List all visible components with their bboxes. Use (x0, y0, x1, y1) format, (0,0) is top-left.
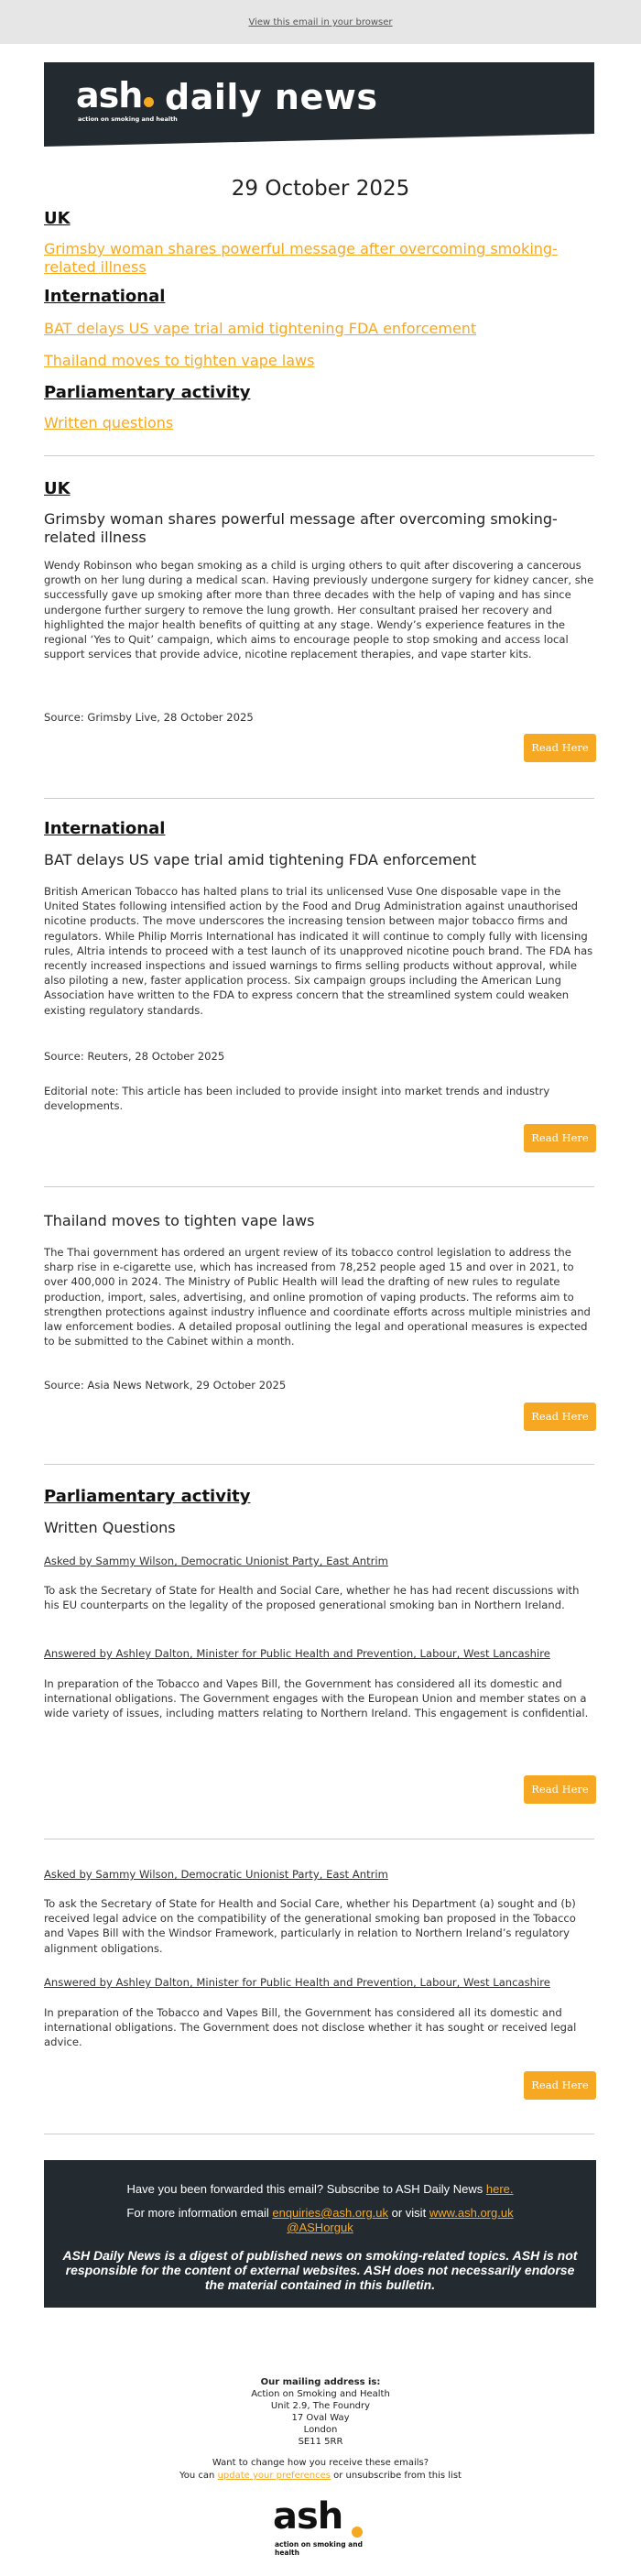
toc-heading-uk: UK (44, 209, 71, 228)
question-answered-by: Answered by Ashley Dalton, Minister for Public Health and Prevention, Labour, West Lancashire (44, 1976, 550, 1989)
read-here-button[interactable]: Read Here (524, 1403, 596, 1431)
footer-logo-text: ash (273, 2495, 343, 2538)
forward-text: Have you been forwarded this email? Subscribe to ASH Daily News (126, 2182, 486, 2196)
toc-heading-international: International (44, 287, 166, 306)
update-preferences-link[interactable]: update your preferences (217, 2471, 331, 2481)
read-here-button[interactable]: Read Here (524, 2071, 596, 2100)
question-asked-by: Asked by Sammy Wilson, Democratic Unionist Party, East Antrim (44, 1555, 388, 1567)
logo-dot-icon (144, 97, 154, 107)
website-link[interactable]: www.ash.org.uk (429, 2206, 514, 2220)
toc-link-written-questions[interactable]: Written questions (44, 414, 174, 431)
toc-link-thailand[interactable]: Thailand moves to tighten vape laws (44, 352, 315, 369)
editorial-note: Editorial note: This article has been included to provide insight into market trends and industry developments. (44, 1085, 550, 1113)
read-here-button[interactable]: Read Here (524, 1124, 596, 1152)
article-title: Grimsby woman shares powerful message after overcoming smoking-related illness (44, 510, 558, 546)
section-subheading: Written Questions (44, 1519, 176, 1536)
question-text: To ask the Secretary of State for Health and Social Care, whether his Department (a) sought and (b) received legal advice on the compatibility of the generational smoking ban proposed in the Tobacco and Vapes Bill with the Windsor Framework, particularly in relation to Northern Ireland’s regulatory alignment obligations. (44, 1897, 576, 1955)
read-here-button[interactable]: Read Here (524, 734, 596, 762)
toc-heading-parliamentary: Parliamentary activity (44, 383, 251, 402)
article-source: Source: Reuters, 28 October 2025 (44, 1050, 225, 1063)
forward-line (44, 2182, 596, 2196)
article-title: Thailand moves to tighten vape laws (44, 1212, 315, 1229)
question-answered-by: Answered by Ashley Dalton, Minister for Public Health and Prevention, Labour, West Lancashire (44, 1647, 550, 1660)
footer-ash-logo (273, 2495, 374, 2557)
mailing-line: SE11 5RR (298, 2437, 343, 2447)
contact-text: For more information email (126, 2206, 273, 2220)
footer-logo-subtitle: action on smoking and health (275, 2540, 363, 2557)
article-source: Source: Asia News Network, 29 October 2025 (44, 1379, 287, 1392)
toc-link-bat[interactable]: BAT delays US vape trial amid tightening FDA enforcement (44, 320, 477, 337)
answer-text: In preparation of the Tobacco and Vapes Bill, the Government has considered all its domestic and international obligations. The Government does not disclose whether it has sought or received legal advice. (44, 2006, 577, 2049)
change-prefs-pre: You can (179, 2471, 218, 2481)
divider (44, 1464, 594, 1465)
section-heading-parliamentary: Parliamentary activity (44, 1487, 251, 1506)
twitter-link[interactable]: @ASHorguk (287, 2221, 353, 2234)
section-heading-international: International (44, 819, 166, 838)
mailing-line: 17 Oval Way (291, 2413, 350, 2423)
toc-link-grimsby[interactable]: Grimsby woman shares powerful message after overcoming smoking-related illness (44, 240, 558, 276)
divider (44, 455, 594, 456)
disclaimer: ASH Daily News is a digest of published news on smoking-related topics. ASH is not responsible for the content of external websites. ASH does not necessarily endorse the material contained in this bulletin. (62, 2248, 578, 2292)
mailing-heading: Our mailing address is: (260, 2377, 381, 2387)
article-body: British American Tobacco has halted plans to trial its unlicensed Vuse One disposable vape in the United States following intensified action by the Food and Drug Administration against unauthorised nicotine products. The move underscores the increasing tension between major tobacco firms and regulators. While Philip Morris International has indicated it will continue to comply fully with licensing rules, Altria intends to proceed with a test launch of its unapproved nicotine pouch brand. The FDA has recently increased inspections and issued warnings to firms selling products without approval, while also piloting a new, faster application process. Six campaign groups including the American Lung Association have written to the FDA to express concern that the streamlined system could weaken existing regulatory standards. (44, 885, 593, 1017)
answer-text: In preparation of the Tobacco and Vapes Bill, the Government has considered all its domestic and international obligations. The Government engages with the European Union and member states on a wide variety of issues, including matters relating to Northern Ireland. This engagement is confidential. (44, 1677, 589, 1720)
mailing-line: Unit 2.9, The Foundry (270, 2401, 371, 2411)
divider (44, 798, 594, 799)
logo-text: ash (76, 75, 143, 115)
header-banner (44, 62, 594, 147)
browser-bar (0, 0, 641, 44)
subscribe-link[interactable]: here. (485, 2182, 514, 2196)
logo-subtitle: action on smoking and health (78, 115, 178, 123)
question-text: To ask the Secretary of State for Health and Social Care, whether he has had recent discussions with his EU counterparts on the legality of the proposed generational smoking ban in Northern Ireland. (44, 1584, 580, 1612)
change-prefs-line (0, 2471, 641, 2482)
article-source: Source: Grimsby Live, 28 October 2025 (44, 711, 254, 724)
footer-logo-dot-icon (352, 2527, 363, 2538)
header-wedge (44, 134, 594, 147)
footer-box (44, 2160, 596, 2308)
unsubscribe-text: or unsubscribe from this list (330, 2471, 462, 2481)
view-in-browser-link[interactable]: View this email in your browser (248, 17, 393, 27)
read-here-button[interactable]: Read Here (524, 1775, 596, 1804)
contact-or: or visit (388, 2206, 429, 2220)
divider (44, 1186, 594, 1187)
mailing-line: London (303, 2425, 338, 2435)
article-body: Wendy Robinson who began smoking as a child is urging others to quit after discovering a cancerous growth on her lung during a medical scan. Having previously undergone surgery for kidney cancer, she successfully gave up smoking after more than three decades with the help of vaping and has since undergone further surgery to remove the lung growth. Her consultant praised her recovery and highlighted the major health benefits of quitting at any stage. Wendy’s experience features in the regional ‘Yes to Quit’ campaign, which aims to encourage people to stop smoking and access local support services that provide advice, nicotine replacement therapies, and vape starter kits. (44, 559, 594, 661)
email-link[interactable]: enquiries@ash.org.uk (272, 2206, 389, 2220)
article-body: The Thai government has ordered an urgent review of its tobacco control legislation to address the sharp rise in e-cigarette use, which has increased from 78,252 people aged 15 and over in 2021, to over 400,000 in 2024. The Ministry of Public Health will lead the drafting of new rules to regulate production, import, sales, advertising, and online promotion of vaping products. The reforms aim to strengthen protections against industry influence and coordinate efforts across multiple ministries and law enforcement bodies. A detailed proposal outlining the legal and operational measures is expected to be submitted to the Cabinet within a month. (44, 1246, 591, 1348)
issue-date: 29 October 2025 (231, 177, 410, 201)
article-title: BAT delays US vape trial amid tightening FDA enforcement (44, 851, 477, 868)
question-asked-by: Asked by Sammy Wilson, Democratic Unionist Party, East Antrim (44, 1868, 388, 1881)
contact-line (44, 2206, 596, 2235)
ash-logo (76, 75, 154, 115)
section-heading-uk: UK (44, 479, 71, 498)
newsletter-title: daily news (165, 77, 378, 117)
mailing-line: Action on Smoking and Health (251, 2389, 390, 2399)
change-prefs-question: Want to change how you receive these emails? (212, 2458, 429, 2468)
